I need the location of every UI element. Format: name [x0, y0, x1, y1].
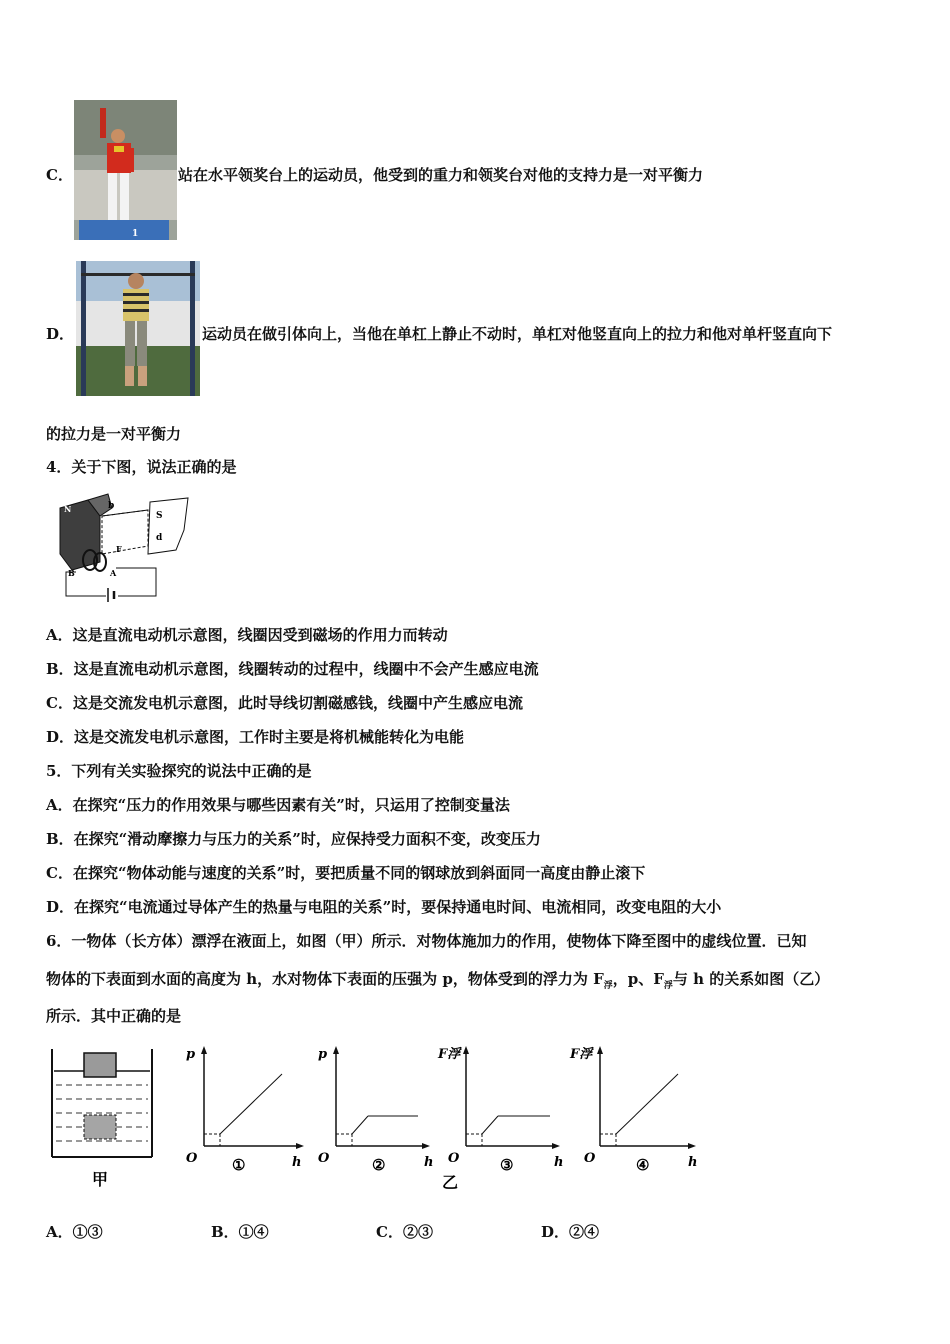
graph-3	[437, 1046, 563, 1174]
q6-line-1: 6．一物体（长方体）漂浮在液面上，如图（甲）所示．对物体施加力的作用，使物体下降至图中的虚线位置．已知	[46, 932, 807, 950]
graph-2-num: ②	[372, 1156, 386, 1174]
graph-1	[186, 1046, 304, 1174]
figure-yi-graphs	[180, 1042, 710, 1192]
label-n: N	[64, 504, 72, 514]
graph-4-ylabel: F浮	[570, 1047, 593, 1062]
q6-answer-b: B．①④	[211, 1223, 269, 1241]
label-brush-b: B	[68, 568, 75, 578]
graph-3-ylabel: F浮	[438, 1047, 461, 1062]
graph-2	[318, 1046, 433, 1174]
label-d: d	[156, 533, 163, 543]
q5-option-a: A．在探究“压力的作用效果与哪些因素有关”时，只运用了控制变量法	[46, 796, 510, 814]
graph-4	[569, 1046, 697, 1174]
q6-line-2a: 物体的下表面到水面的高度为 h，水对物体下表面的压强为 p，物体受到的浮力为 F	[46, 970, 604, 988]
q4-stem: 4．关于下图，说法正确的是	[46, 458, 237, 476]
q5-option-c: C．在探究“物体动能与速度的关系”时，要把质量不同的钢球放到斜面同一高度由静止滚下	[46, 864, 646, 882]
q6-answer-c: C．②③	[376, 1223, 433, 1241]
svg-text:1: 1	[132, 229, 139, 239]
q6-answer-d: D．②④	[541, 1223, 600, 1241]
q6-line-2	[46, 968, 829, 991]
option-c-letter: C．	[46, 166, 73, 184]
q4-option-a: A．这是直流电动机示意图，线圈因受到磁场的作用力而转动	[46, 626, 448, 644]
graph-1-origin: O	[186, 1151, 198, 1166]
graph-2-ylabel: p	[318, 1047, 328, 1062]
graph-3-origin: O	[448, 1151, 460, 1166]
q4-option-b: B．这是直流电动机示意图，线圈转动的过程中，线圈中不会产生感应电流	[46, 660, 539, 678]
graph-2-xlabel: h	[424, 1155, 434, 1170]
figure-jia-container	[48, 1045, 160, 1195]
graph-2-origin: O	[318, 1151, 330, 1166]
label-f: F	[116, 544, 122, 554]
q5-stem: 5．下列有关实验探究的说法中正确的是	[46, 762, 312, 780]
graph-4-origin: O	[584, 1151, 596, 1166]
podium-athlete-photo	[74, 100, 177, 240]
graph-1-num: ①	[232, 1156, 246, 1174]
generator-diagram	[52, 490, 192, 605]
q6-sub-fu-2: 浮	[663, 981, 673, 991]
graph-1-xlabel: h	[292, 1155, 302, 1170]
graph-4-xlabel: h	[688, 1155, 698, 1170]
option-d-letter: D．	[46, 325, 75, 343]
option-d-text: 运动员在做引体向上，当他在单杠上静止不动时，单杠对他竖直向上的拉力和他对单杆竖直向下	[202, 325, 833, 343]
option-c-text: 站在水平领奖台上的运动员，他受到的重力和领奖台对他的支持力是一对平衡力	[178, 166, 704, 184]
fig-yi-label: 乙	[442, 1173, 459, 1192]
label-b: b	[108, 501, 115, 511]
q6-sub-fu: 浮	[603, 981, 613, 991]
label-s: S	[156, 511, 163, 521]
q4-option-c: C．这是交流发电机示意图，此时导线切割磁感钱，线圈中产生感应电流	[46, 694, 523, 712]
graph-3-xlabel: h	[554, 1155, 564, 1170]
q6-line-3: 所示．其中正确的是	[46, 1007, 182, 1025]
pullup-athlete-photo	[76, 261, 200, 396]
q5-option-d: D．在探究“电流通过导体产生的热量与电阻的关系”时，要保持通电时间、电流相同，改变电阻的大小	[46, 898, 722, 916]
q6-line-2b: ，p、F	[612, 970, 664, 988]
option-d-text-continued: 的拉力是一对平衡力	[46, 425, 182, 443]
q6-line-2c: 与 h 的关系如图（乙）	[672, 970, 830, 988]
q6-answer-a: A．①③	[46, 1223, 103, 1241]
fig-jia-label: 甲	[92, 1170, 109, 1189]
graph-3-num: ③	[500, 1156, 514, 1174]
q5-option-b: B．在探究“滑动摩擦力与压力的关系”时，应保持受力面积不变，改变压力	[46, 830, 541, 848]
q4-option-d: D．这是交流发电机示意图，工作时主要是将机械能转化为电能	[46, 728, 465, 746]
label-brush-a: A	[110, 568, 117, 578]
graph-1-ylabel: p	[186, 1047, 196, 1062]
graph-4-num: ④	[636, 1156, 650, 1174]
